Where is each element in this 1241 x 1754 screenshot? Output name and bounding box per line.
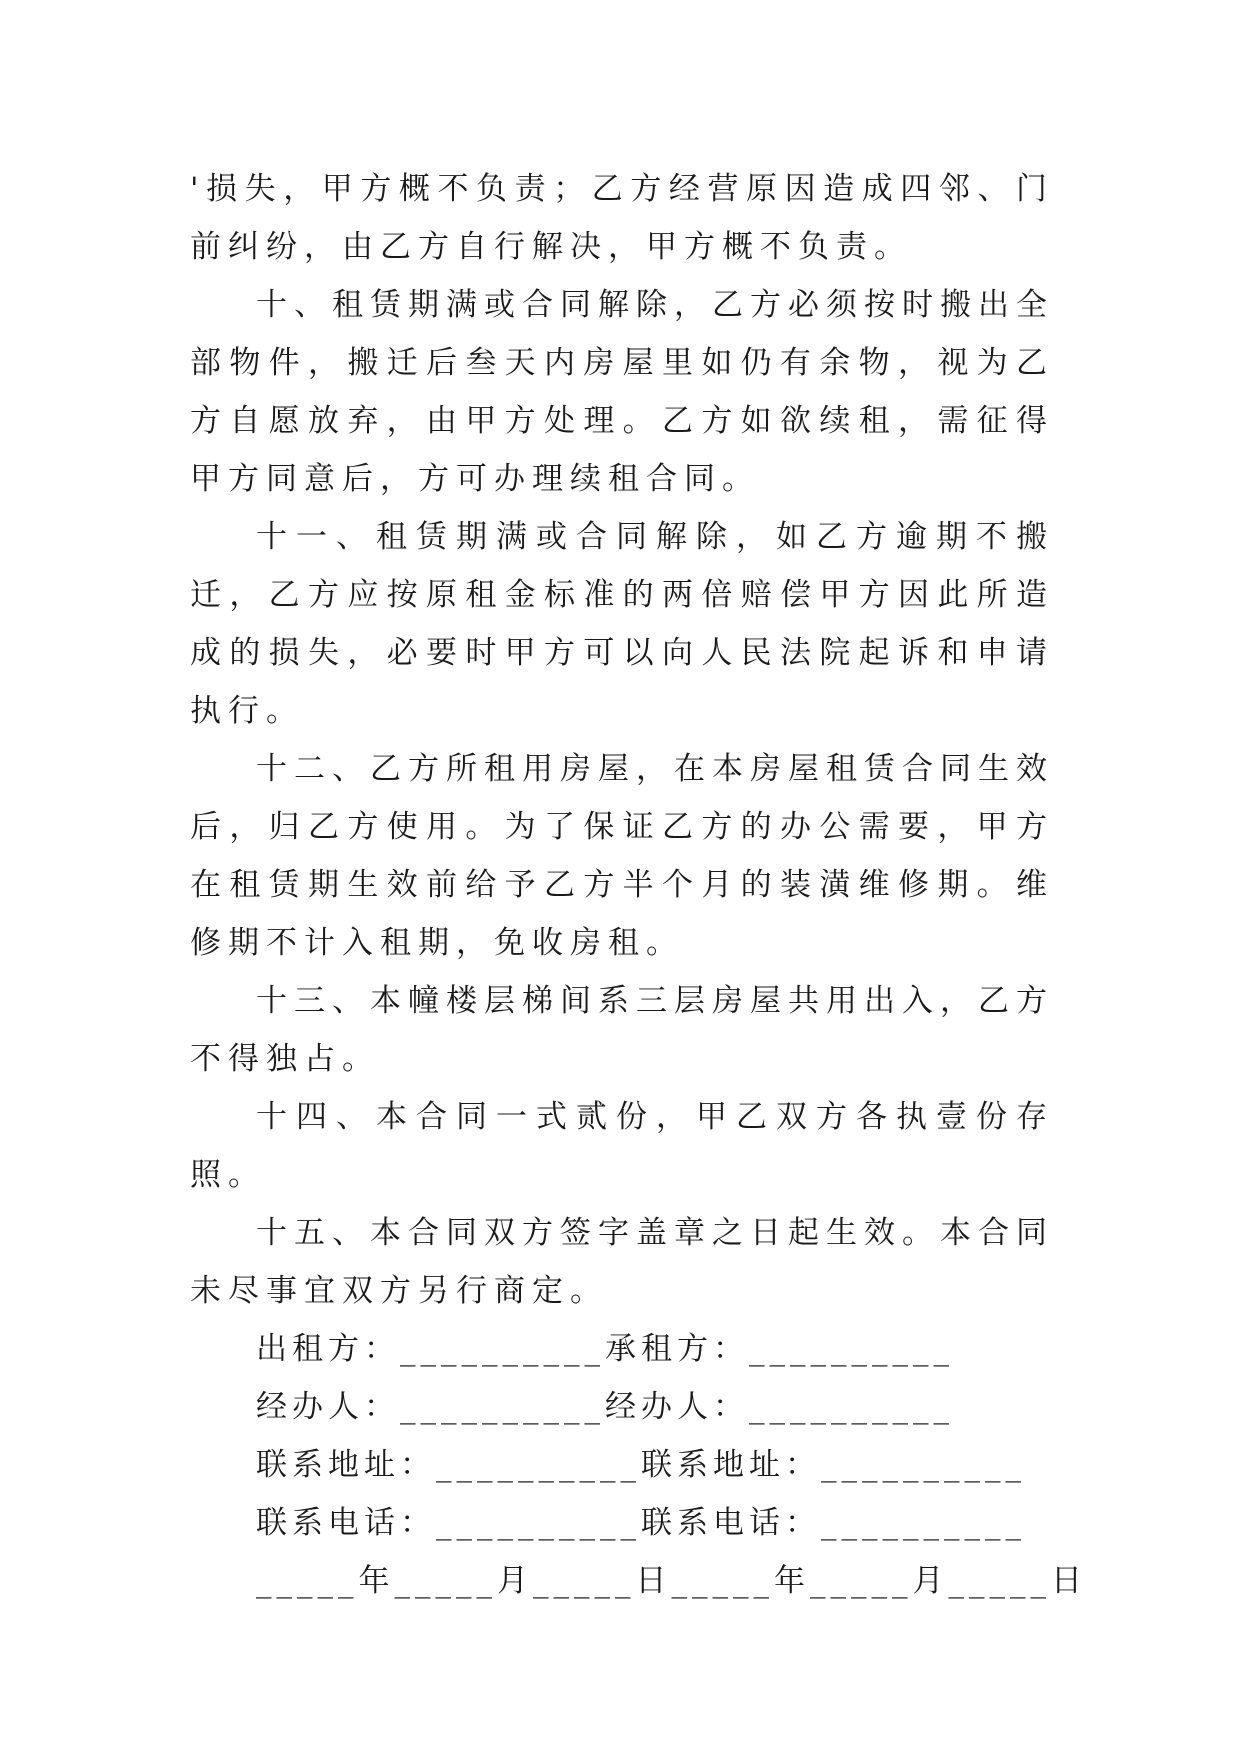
signature-address-line: 联系地址：__________联系地址：__________: [256, 1447, 1026, 1483]
signature-agent-line: 经办人：__________经办人：__________: [256, 1389, 954, 1425]
paragraph-clause-15: 十五、本合同双方签字盖章之日起生效。本合同未尽事宜双方另行商定。: [190, 1215, 1054, 1309]
signature-lessor-lessee-line: 出租方：__________承租方：__________: [256, 1331, 954, 1367]
paragraph-clause-10: 十、租赁期满或合同解除，乙方必须按时搬出全部物件，搬迁后叁天内房屋里如仍有余物，视为乙方自愿放弃，由甲方处理。乙方如欲续租，需征得甲方同意后，方可办理续租合同。: [190, 287, 1054, 497]
paragraph-clause-12: 十二、乙方所租用房屋，在本房屋租赁合同生效后，归乙方使用。为了保证乙方的办公需要，甲方在租赁期生效前给予乙方半个月的装潢维修期。维修期不计入租期，免收房租。: [190, 751, 1054, 961]
signature-block: [190, 1320, 1087, 1610]
signature-date-line: _____年_____月_____日_____年_____月_____日: [256, 1563, 1087, 1599]
paragraph-loss-clause: '损失，甲方概不负责；乙方经营原因造成四邻、门前纠纷，由乙方自行解决，甲方概不负责。: [190, 171, 1054, 265]
paragraph-clause-13: 十三、本幢楼层梯间系三层房屋共用出入，乙方不得独占。: [190, 983, 1054, 1077]
document-page: [190, 160, 1087, 1610]
paragraph-clause-11: 十一、租赁期满或合同解除，如乙方逾期不搬迁，乙方应按原租金标准的两倍赔偿甲方因此所造成的损失，必要时甲方可以向人民法院起诉和申请执行。: [190, 519, 1054, 729]
paragraph-clause-14: 十四、本合同一式贰份，甲乙双方各执壹份存照。: [190, 1099, 1054, 1193]
signature-phone-line: 联系电话：__________联系电话：__________: [256, 1505, 1026, 1541]
